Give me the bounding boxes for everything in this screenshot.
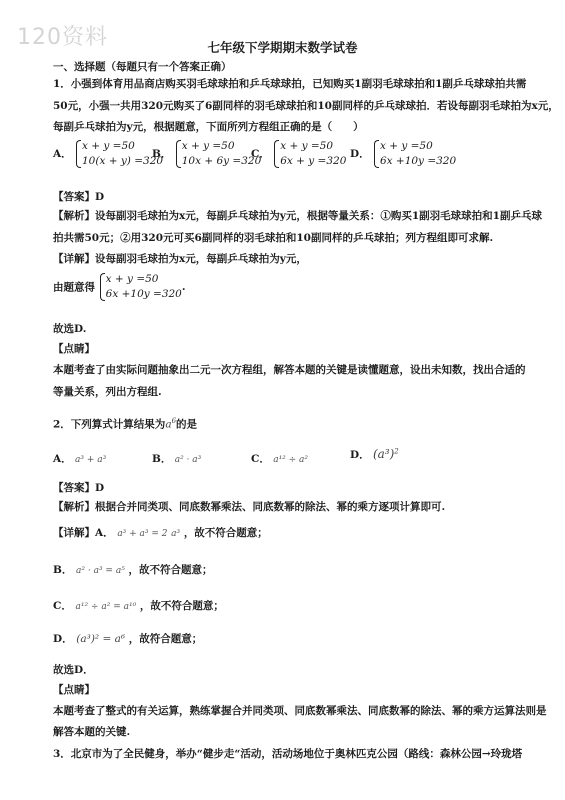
q2-option-c	[251, 451, 308, 466]
q1-option-b	[152, 139, 261, 169]
q2-detail-b-end: ，故不符合题意；	[128, 564, 213, 576]
q2-option-c-expr: a¹² ÷ a²	[273, 455, 309, 465]
q1-analysis-line-2: 拍共需50元；②用320元可买6副同样的羽毛球拍和10副同样的乒乓球拍；列方程组即可求解.	[53, 232, 494, 244]
q3-stem-line-1: 3．北京市为了全民健身，举办“健步走“活动，活动场地位于奥林匹克公园（路线：森林公园→玲珑塔	[53, 748, 523, 760]
q2-detail-a	[53, 526, 268, 541]
q2-option-b	[152, 451, 201, 466]
q1-option-c-system	[273, 139, 346, 169]
q1-option-b-label: B．	[152, 148, 172, 160]
q2-option-a	[53, 451, 106, 466]
q1-option-a-eq2: 10(x + y) =320	[82, 155, 164, 167]
q2-stem-pre: 2．下列算式计算结果为	[53, 418, 166, 431]
q1-option-a-label: A．	[53, 148, 72, 160]
q2-analysis: 【解析】根据合并同类项、同底数幂乘法、同底数幂的除法、幂的乘方逐项计算即可.	[53, 501, 446, 513]
q1-comment-tag: 【点睛】	[53, 343, 95, 355]
q2-answer: 【答案】D	[53, 482, 105, 494]
q2-option-a-label: A．	[53, 453, 72, 465]
q1-option-c-label: C．	[251, 148, 270, 160]
q1-stem-line-2: 50元，小强一共用320元购买了6副同样的羽毛球球拍和10副同样的乒乓球球拍．若设每副羽毛球拍为x元，	[53, 100, 559, 112]
q1-detail-eq2: 6x +10y =320	[105, 288, 182, 300]
q1-analysis-line-1: 【解析】设每副羽毛球拍为x元，每副乒乓球拍为y元，根据等量关系：①购买1副羽毛球球拍和1副乒乓球	[53, 210, 542, 222]
q2-detail-d-end: ，故符合题意；	[128, 633, 203, 645]
q1-stem-line-1: 1．小强到体育用品商店购买羽毛球球拍和乒乓球球拍，已知购买1副羽毛球球拍和1副乒乓球球拍共需	[53, 78, 527, 90]
section-heading: 一、选择题（每题只有一个答案正确）	[53, 61, 232, 73]
q2-detail-d-expr: (a³)² = a⁶	[76, 633, 126, 645]
q2-stem-post: 的是	[176, 418, 198, 431]
q1-option-c	[251, 139, 346, 169]
q1-option-a-eq1: x + y =50	[82, 140, 135, 152]
q2-option-d-exp: 2	[394, 447, 399, 456]
q2-detail-a-expr: a³ + a³ = 2	[117, 529, 168, 539]
q1-option-a-system	[75, 139, 163, 169]
q1-detail-system	[99, 272, 182, 302]
q2-detail-c-expr: a¹² ÷ a² = a¹⁰	[75, 602, 137, 612]
q2-detail-d	[53, 632, 202, 646]
q2-detail-d-label: D．	[53, 633, 73, 645]
q1-detail-dot: .	[181, 281, 186, 293]
q1-option-d-label: D．	[350, 148, 370, 160]
page-title: 七年级下学期期末数学试卷	[207, 40, 358, 55]
q2-option-b-expr: a² · a³	[174, 455, 202, 465]
q2-comment-line-1: 本题考查了整式的有关运算，熟练掌握合并同类项、同底数幂乘法、同底数幂的除法、幂的乘方运算法则是	[53, 705, 547, 717]
q1-detail: 【详解】设每副羽毛球拍为x元，每副乒乓球拍为y元，	[53, 253, 307, 265]
q2-detail-tag: 【详解】	[53, 527, 95, 539]
q1-option-b-system	[175, 139, 262, 169]
q1-conclusion: 故选D.	[53, 323, 87, 335]
q1-option-c-eq1: x + y =50	[280, 140, 334, 152]
q2-option-d-label: D．	[350, 449, 370, 461]
q2-detail-b-expr: a² · a³ = a⁵	[76, 566, 125, 576]
q1-stem-line-3: 每副乒乓球拍为y元，根据题意，下面所列方程组正确的是（ ）	[53, 121, 364, 133]
q2-stem-base: a	[165, 418, 172, 431]
q2-conclusion: 故选D．	[53, 664, 94, 676]
q1-option-c-eq2: 6x + y =320	[280, 155, 347, 167]
q1-option-d	[350, 139, 456, 169]
q2-detail-b-label: B．	[53, 564, 73, 576]
q1-detail-eq1: x + y =50	[105, 273, 159, 285]
q1-detail-system-row	[53, 272, 186, 302]
q2-comment-tag: 【点睛】	[53, 684, 95, 696]
q2-comment-line-2: 解答本题的关键.	[53, 726, 131, 738]
q1-option-b-eq1: x + y =50	[181, 140, 235, 152]
q2-detail-c-label: C．	[53, 600, 72, 612]
q2-detail-b	[53, 563, 212, 578]
q1-option-d-eq2: 6x +10y =320	[379, 155, 457, 167]
q2-detail-a-end: ，故不符合题意；	[183, 527, 268, 539]
q2-detail-c-end: ，故不符合题意；	[139, 600, 224, 612]
q1-option-d-system	[373, 139, 456, 169]
q1-option-b-eq2: 10x + 6y =320	[181, 155, 262, 167]
watermark-logo: 120资料	[17, 25, 108, 50]
q1-answer: 【答案】D	[53, 191, 105, 203]
q2-option-d-base: (a³)	[372, 447, 395, 461]
q1-detail-prefix: 由题意得	[53, 281, 95, 294]
q2-stem-exp: 6	[171, 417, 177, 425]
q2-option-c-label: C．	[251, 453, 270, 465]
q2-detail-a-tail: a³	[171, 529, 181, 539]
q2-detail-c	[53, 599, 224, 614]
q1-comment-line-2: 等量关系，列出方程组.	[53, 386, 162, 398]
q1-option-d-eq1: x + y =50	[379, 140, 433, 152]
q2-option-b-label: B．	[152, 453, 172, 465]
q2-option-a-expr: a³ + a³	[75, 455, 107, 465]
q2-option-d	[350, 447, 399, 462]
q2-detail-a-label: A．	[95, 527, 114, 539]
q1-option-a	[53, 139, 163, 169]
q1-comment-line-1: 本题考查了由实际问题抽象出二元一次方程组，解答本题的关键是读懂题意，设出未知数，找出合适的	[53, 364, 526, 376]
q2-stem	[53, 414, 197, 432]
